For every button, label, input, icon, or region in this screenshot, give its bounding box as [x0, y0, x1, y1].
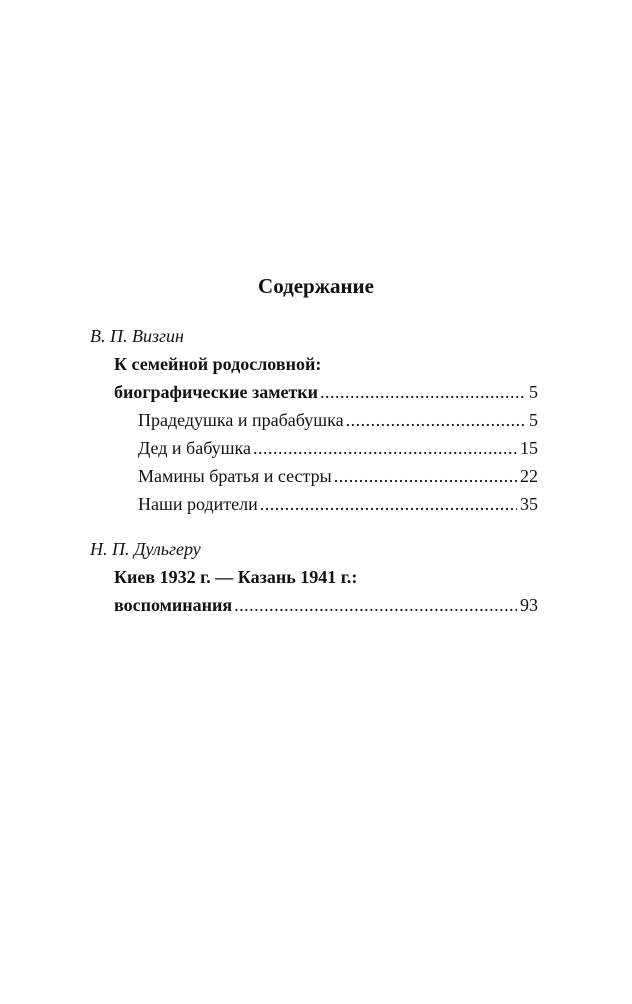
toc-entry[interactable] [138, 490, 538, 518]
toc-section-vizgin [90, 322, 538, 518]
page-number: 93 [520, 595, 538, 615]
toc-entry-part[interactable] [114, 591, 538, 619]
entry-label: биографические заметки [114, 382, 319, 402]
dot-leader [260, 490, 517, 518]
page-number: 22 [520, 466, 538, 486]
dot-leader [253, 434, 517, 462]
page-number: 15 [520, 438, 538, 458]
page-number: 5 [529, 382, 538, 402]
dot-leader [334, 462, 517, 490]
entry-label: Наши родители [138, 494, 258, 514]
toc-entry[interactable] [138, 462, 538, 490]
toc-entry[interactable] [138, 406, 538, 434]
dot-leader [320, 378, 526, 406]
part-title-line: К семейной родословной: [114, 354, 322, 374]
page-title: Содержание [258, 274, 374, 298]
entry-label: Дед и бабушка [138, 438, 251, 458]
page-number: 35 [520, 494, 538, 514]
author-name: В. П. Визгин [90, 326, 184, 346]
author-name: Н. П. Дульгеру [90, 539, 201, 559]
part-title-line: Киев 1932 г. — Казань 1941 г.: [114, 567, 358, 587]
toc-section-dulgeru [90, 535, 538, 619]
dot-leader [234, 591, 517, 619]
entry-label: Мамины братья и сестры [138, 466, 332, 486]
entry-label: воспоминания [114, 595, 233, 615]
entry-label: Прадедушка и прабабушка [138, 410, 344, 430]
dot-leader [346, 406, 526, 434]
page-number: 5 [529, 410, 538, 430]
toc-entry[interactable] [138, 434, 538, 462]
toc-entry-part[interactable] [114, 378, 538, 406]
